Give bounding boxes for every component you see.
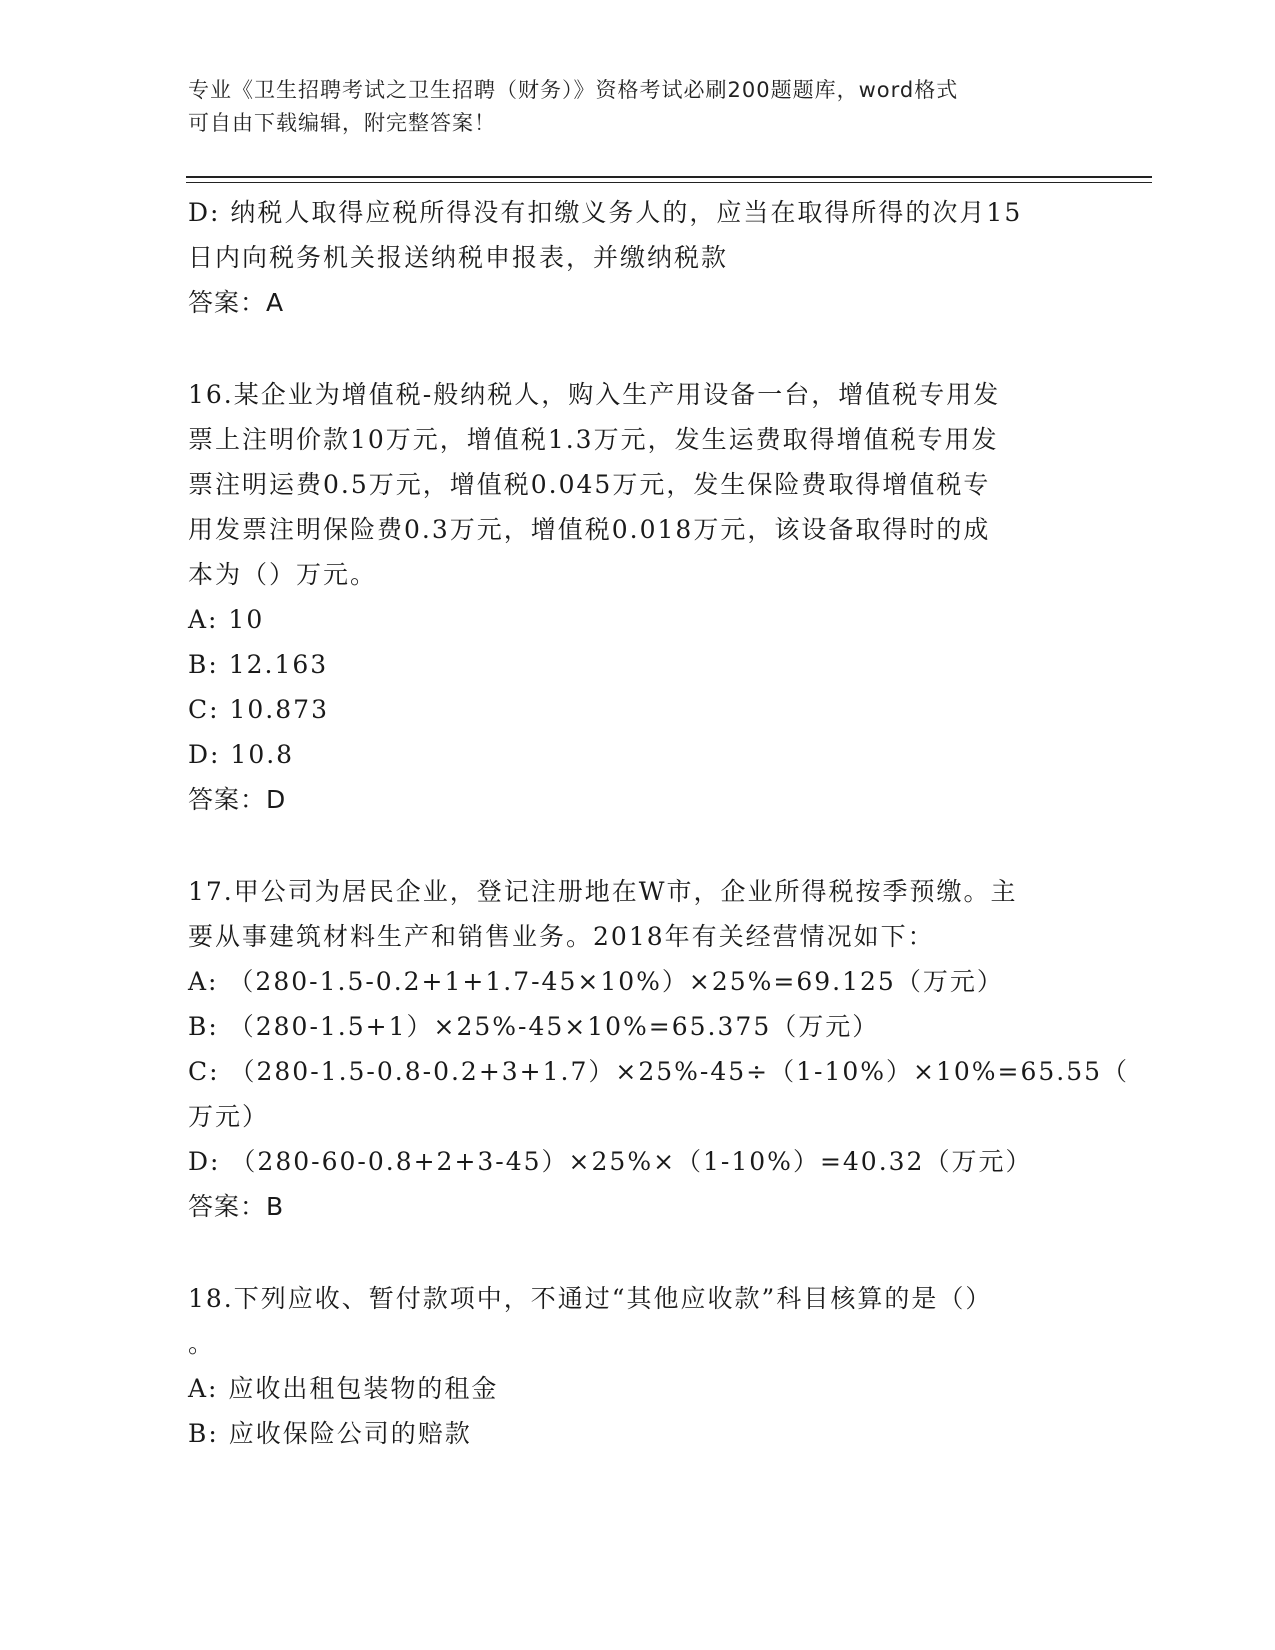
q16-stem-line: 16.某企业为增值税-般纳税人，购入生产用设备一台，增值税专用发	[188, 380, 1001, 409]
document-body	[188, 190, 1130, 1456]
q18-option-b: B: 应收保险公司的赔款	[188, 1419, 472, 1448]
q17-option-d: D: （280-60-0.8+2+3-45）×25%×（1-10%）=40.32（万元）	[188, 1147, 1033, 1176]
q16-stem-line: 票注明运费0.5万元，增值税0.045万元，发生保险费取得增值税专	[188, 470, 991, 499]
header-divider-thin	[186, 182, 1152, 183]
q15-answer: 答案：A	[188, 288, 285, 317]
question-18	[188, 1276, 1088, 1456]
header-line-1: 专业《卫生招聘考试之卫生招聘（财务）》资格考试必刷200题题库，word格式	[188, 78, 959, 102]
q18-stem-line: 18.下列应收、暂付款项中，不通过“其他应收款”科目核算的是（）	[188, 1284, 993, 1313]
question-15	[188, 190, 1088, 325]
q16-option-a: A: 10	[188, 605, 265, 634]
header-divider-thick	[186, 176, 1152, 178]
spacer	[188, 822, 1088, 869]
q16-stem-line: 用发票注明保险费0.3万元，增值税0.018万元，该设备取得时的成	[188, 515, 991, 544]
q16-option-b: B: 12.163	[188, 650, 329, 679]
question-17	[188, 869, 1130, 1229]
spacer	[188, 325, 1088, 372]
q17-option-b: B: （280-1.5+1）×25%-45×10%=65.375（万元）	[188, 1012, 880, 1041]
q16-option-c: C: 10.873	[188, 695, 329, 724]
q15-option-d-line-2: 日内向税务机关报送纳税申报表，并缴纳税款	[188, 243, 729, 272]
q15-option-d-line-1: D: 纳税人取得应税所得没有扣缴义务人的，应当在取得所得的次月15	[188, 198, 1023, 227]
q17-option-c: C: （280-1.5-0.8-0.2+3+1.7）×25%-45÷（1-10%）×10%=65.55（	[188, 1057, 1130, 1086]
q16-stem-line: 本为（）万元。	[188, 560, 378, 589]
q16-option-d: D: 10.8	[188, 740, 295, 769]
document-header	[188, 74, 1068, 140]
q16-stem-line: 票上注明价款10万元，增值税1.3万元，发生运费取得增值税专用发	[188, 425, 999, 454]
q17-answer: 答案：B	[188, 1192, 285, 1221]
q18-stem-line: 。	[188, 1329, 216, 1358]
question-16	[188, 372, 1088, 822]
spacer	[188, 1229, 1088, 1276]
q16-answer: 答案：D	[188, 785, 287, 814]
header-line-2: 可自由下载编辑，附完整答案！	[188, 111, 496, 135]
q17-option-a: A: （280-1.5-0.2+1+1.7-45×10%）×25%=69.125（万元）	[188, 967, 1004, 996]
q17-stem-line: 17.甲公司为居民企业，登记注册地在W市，企业所得税按季预缴。主	[188, 877, 1018, 906]
q17-option-c-continued: 万元）	[188, 1102, 270, 1131]
q18-option-a: A: 应收出租包装物的租金	[188, 1374, 499, 1403]
q17-stem-line: 要从事建筑材料生产和销售业务。2018年有关经营情况如下：	[188, 922, 935, 951]
